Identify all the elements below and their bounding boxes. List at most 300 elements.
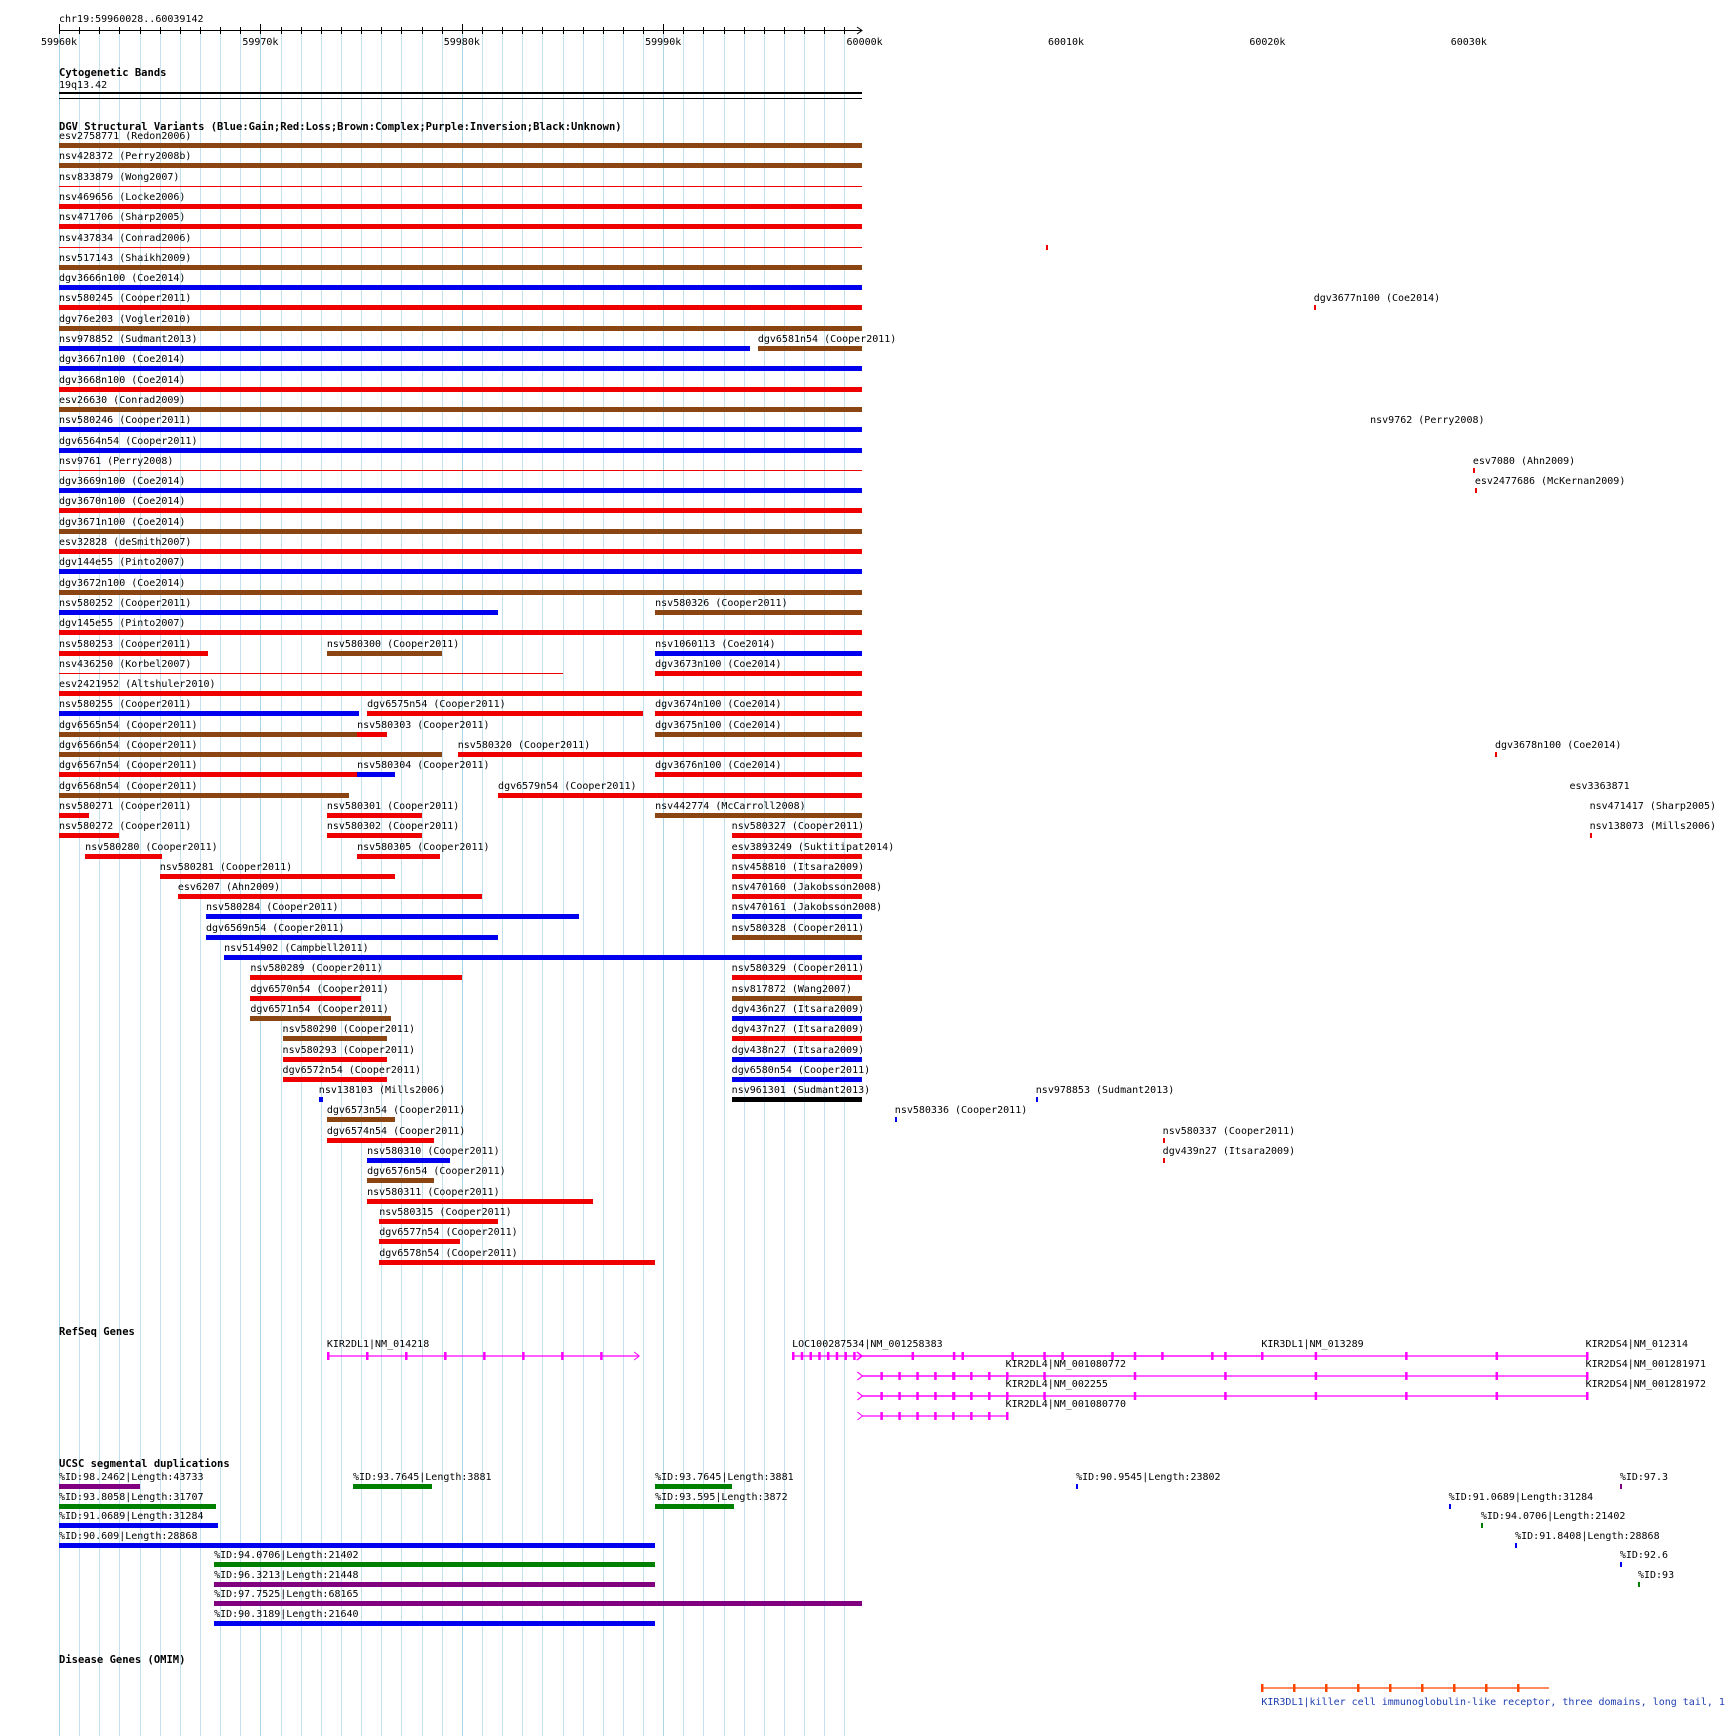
- segdup-bar[interactable]: [1515, 1543, 1517, 1548]
- variant-bar[interactable]: [59, 529, 862, 534]
- variant-bar[interactable]: [732, 914, 862, 919]
- variant-label: dgv6568n54 (Cooper2011): [59, 780, 198, 792]
- gene-label: KIR2DS4|NM_001281972: [1585, 1379, 1707, 1390]
- variant-bar[interactable]: [59, 610, 498, 615]
- exon: [1224, 1372, 1227, 1380]
- segdup-label: %ID:94.0706|Length:21402: [1480, 1511, 1626, 1522]
- segdup-label: %ID:92.6: [1619, 1550, 1669, 1561]
- variant-label: esv7080 (Ahn2009): [1472, 455, 1576, 467]
- refseq-track-title[interactable]: RefSeq Genes: [59, 1326, 135, 1338]
- gene-model[interactable]: [1006, 1410, 1010, 1422]
- variant-bar[interactable]: [655, 651, 862, 656]
- exon: [1224, 1392, 1227, 1400]
- variant-bar[interactable]: [1495, 752, 1497, 757]
- variant-bar[interactable]: [367, 1178, 433, 1183]
- variant-bar[interactable]: [655, 671, 862, 676]
- variant-label: nsv580315 (Cooper2011): [379, 1206, 512, 1218]
- variant-label: nsv470161 (Jakobsson2008): [731, 902, 883, 914]
- variant-bar[interactable]: [732, 1097, 862, 1102]
- variant-bar[interactable]: [59, 813, 89, 818]
- variant-bar[interactable]: [1475, 488, 1477, 493]
- variant-bar[interactable]: [327, 833, 422, 838]
- variant-bar[interactable]: [732, 1057, 862, 1062]
- variant-label: nsv978853 (Sudmant2013): [1035, 1085, 1175, 1097]
- variant-bar[interactable]: [59, 833, 119, 838]
- variant-bar[interactable]: [250, 1016, 391, 1021]
- exon: [1453, 1684, 1456, 1692]
- gene-label: KIR2DL1|NM_014218: [326, 1339, 430, 1350]
- variant-label: nsv580245 (Cooper2011): [59, 293, 192, 305]
- variant-bar[interactable]: [732, 935, 862, 940]
- exon: [1389, 1684, 1392, 1692]
- variant-bar[interactable]: [59, 366, 862, 371]
- variant-bar[interactable]: [59, 508, 862, 513]
- omim-track-title[interactable]: Disease Genes (OMIM): [59, 1654, 186, 1666]
- exon: [561, 1352, 564, 1360]
- variant-label: nsv580336 (Cooper2011): [894, 1105, 1028, 1117]
- gene-label: KIR2DS4|NM_001281971: [1585, 1359, 1707, 1370]
- variant-bar[interactable]: [327, 813, 422, 818]
- variant-bar[interactable]: [655, 732, 862, 737]
- segdup-bar[interactable]: [1481, 1523, 1483, 1528]
- segdup-bar[interactable]: [214, 1562, 655, 1567]
- variant-label: dgv6580n54 (Cooper2011): [731, 1064, 871, 1076]
- variant-bar[interactable]: [367, 711, 643, 716]
- omim-gene-model[interactable]: [1261, 1682, 1551, 1694]
- variant-label: esv2477686 (McKernan2009): [1474, 476, 1626, 488]
- variant-label: nsv470160 (Jakobsson2008): [731, 882, 883, 894]
- variant-label: dgv6581n54 (Cooper2011): [757, 334, 897, 345]
- variant-label: dgv3674n100 (Coe2014): [655, 699, 782, 711]
- variant-label: nsv580305 (Cooper2011): [357, 841, 490, 853]
- variant-bar[interactable]: [59, 590, 862, 595]
- variant-bar[interactable]: [327, 651, 442, 656]
- exon: [952, 1412, 955, 1420]
- variant-label: nsv138073 (Mills2006): [1589, 821, 1717, 833]
- variant-bar[interactable]: [59, 224, 862, 229]
- variant-bar[interactable]: [160, 874, 396, 879]
- variant-line[interactable]: [59, 186, 862, 187]
- variant-label: dgv3668n100 (Coe2014): [59, 374, 186, 386]
- variant-label: nsv580280 (Cooper2011): [85, 841, 218, 853]
- variant-label: nsv580311 (Cooper2011): [367, 1186, 500, 1198]
- variant-label: nsv471417 (Sharp2005): [1589, 800, 1717, 812]
- segdup-label: %ID:90.3189|Length:21640: [214, 1608, 359, 1620]
- exon: [1293, 1684, 1296, 1692]
- variant-label: dgv436n27 (Itsara2009): [731, 1003, 865, 1015]
- variant-bar[interactable]: [732, 1036, 862, 1041]
- gene-model[interactable]: [327, 1350, 641, 1362]
- variant-bar[interactable]: [655, 610, 862, 615]
- variant-bar[interactable]: [283, 1057, 388, 1062]
- exon: [818, 1352, 821, 1360]
- variant-label: dgv145e55 (Pinto2007): [59, 618, 186, 630]
- variant-bar[interactable]: [59, 752, 442, 757]
- variant-bar[interactable]: [1590, 833, 1592, 838]
- segdup-label: %ID:91.0689|Length:31284: [59, 1511, 204, 1522]
- variant-bar[interactable]: [732, 996, 862, 1001]
- segdup-bar[interactable]: [59, 1504, 216, 1509]
- variant-bar[interactable]: [732, 833, 862, 838]
- gene-label: KIR2DL4|NM_001080770: [1005, 1399, 1126, 1410]
- cyto-band-bar[interactable]: [59, 92, 862, 94]
- segdup-bar[interactable]: [59, 1523, 218, 1528]
- exon: [1495, 1352, 1498, 1360]
- exon: [1495, 1372, 1498, 1380]
- variant-bar[interactable]: [367, 1199, 593, 1204]
- variant-label: nsv517143 (Shaikh2009): [59, 252, 192, 264]
- variant-bar[interactable]: [59, 387, 862, 392]
- variant-line[interactable]: [59, 673, 563, 674]
- variant-label: esv32828 (deSmith2007): [59, 537, 192, 548]
- variant-bar[interactable]: [895, 1117, 897, 1122]
- variant-label: nsv580289 (Cooper2011): [250, 963, 383, 975]
- exon: [444, 1352, 447, 1360]
- variant-bar[interactable]: [732, 874, 862, 879]
- segdup-label: %ID:93.8058|Length:31707: [59, 1491, 204, 1503]
- segdup-label: %ID:93.7645|Length:3881: [353, 1472, 492, 1483]
- gene-label: LOC100287534|NM_001258383: [792, 1339, 943, 1350]
- segdup-bar[interactable]: [214, 1621, 655, 1626]
- exon: [952, 1352, 955, 1360]
- variant-line[interactable]: [59, 470, 862, 471]
- segdup-label: %ID:97.3: [1619, 1472, 1669, 1483]
- dgv-track-title[interactable]: DGV Structural Variants (Blue:Gain;Red:Loss;Brown:Complex;Purple:Inversion;Black:Unknown): [59, 121, 622, 133]
- variant-label: dgv6571n54 (Cooper2011): [250, 1003, 389, 1015]
- variant-bar[interactable]: [1163, 1138, 1165, 1143]
- segdup-bar[interactable]: [214, 1582, 655, 1587]
- variant-label: nsv469656 (Locke2006): [59, 191, 186, 203]
- variant-bar[interactable]: [732, 894, 862, 899]
- ruler-tick-label: 60020k: [1249, 37, 1286, 48]
- variant-label: nsv580271 (Cooper2011): [59, 800, 192, 812]
- variant-bar[interactable]: [1036, 1097, 1038, 1102]
- variant-bar[interactable]: [1046, 245, 1048, 250]
- variant-label: dgv438n27 (Itsara2009): [731, 1044, 865, 1056]
- variant-bar[interactable]: [178, 894, 482, 899]
- exon: [853, 1352, 856, 1360]
- gene-label: KIR2DS4|NM_012314: [1585, 1339, 1688, 1350]
- variant-label: dgv144e55 (Pinto2007): [59, 557, 186, 569]
- variant-bar[interactable]: [250, 996, 361, 1001]
- segdup-bar[interactable]: [1449, 1504, 1451, 1509]
- segdup-label: %ID:98.2462|Length:43733: [59, 1472, 204, 1483]
- locus-label: chr19:59960028..60039142: [59, 14, 204, 25]
- variant-label: nsv580304 (Cooper2011): [357, 760, 490, 772]
- variant-label: dgv3670n100 (Coe2014): [59, 496, 186, 508]
- omim-gene-label: KIR3DL1|killer cell immunoglobulin-like receptor, three domains, long tail, 1: [1261, 1697, 1725, 1708]
- exon: [483, 1352, 486, 1360]
- cyto-track-title[interactable]: Cytogenetic Bands: [59, 67, 167, 79]
- variant-bar[interactable]: [732, 1016, 862, 1021]
- variant-bar[interactable]: [655, 711, 862, 716]
- segdup-bar[interactable]: [214, 1601, 862, 1606]
- exon: [405, 1352, 408, 1360]
- exon: [952, 1392, 955, 1400]
- variant-label: esv3363871: [1569, 780, 1630, 792]
- exon: [827, 1352, 830, 1360]
- variant-label: dgv6570n54 (Cooper2011): [250, 983, 389, 995]
- variant-bar[interactable]: [327, 1117, 395, 1122]
- variant-bar[interactable]: [319, 1097, 323, 1102]
- variant-label: nsv580310 (Cooper2011): [367, 1146, 500, 1157]
- exon: [970, 1412, 973, 1420]
- variant-label: dgv3671n100 (Coe2014): [59, 516, 186, 528]
- exon: [988, 1412, 991, 1420]
- variant-label: nsv580301 (Cooper2011): [326, 800, 460, 812]
- segdup-bar[interactable]: [655, 1504, 734, 1509]
- variant-label: nsv428372 (Perry2008b): [59, 151, 192, 163]
- segdup-label: %ID:91.0689|Length:31284: [1448, 1491, 1594, 1503]
- exon: [898, 1412, 901, 1420]
- exon: [1314, 1392, 1317, 1400]
- exon: [1261, 1684, 1264, 1692]
- variant-label: nsv580320 (Cooper2011): [457, 740, 591, 751]
- ruler-tick-label: 59960k: [40, 37, 78, 48]
- variant-label: nsv580337 (Cooper2011): [1162, 1125, 1296, 1137]
- exon: [1133, 1352, 1136, 1360]
- variant-bar[interactable]: [379, 1260, 655, 1265]
- variant-label: nsv580303 (Cooper2011): [357, 719, 490, 731]
- variant-label: dgv3669n100 (Coe2014): [59, 476, 186, 488]
- variant-bar[interactable]: [367, 1158, 450, 1163]
- variant-label: esv2421952 (Altshuler2010): [59, 679, 216, 691]
- segdup-label: %ID:96.3213|Length:21448: [214, 1569, 359, 1581]
- segdup-bar[interactable]: [1620, 1484, 1622, 1489]
- variant-label: dgv3677n100 (Coe2014): [1313, 293, 1441, 305]
- variant-bar[interactable]: [59, 711, 359, 716]
- exon: [836, 1352, 839, 1360]
- variant-bar[interactable]: [283, 1077, 388, 1082]
- exon: [1133, 1372, 1136, 1380]
- gene-label: KIR3DL1|NM_013289: [1261, 1339, 1364, 1350]
- variant-label: nsv514902 (Campbell2011): [224, 943, 369, 954]
- variant-label: nsv9761 (Perry2008): [59, 455, 174, 467]
- variant-label: dgv3673n100 (Coe2014): [655, 658, 782, 670]
- segdup-label: %ID:90.609|Length:28868: [59, 1530, 198, 1542]
- variant-label: nsv580284 (Cooper2011): [206, 902, 339, 914]
- variant-bar[interactable]: [732, 854, 862, 859]
- variant-bar[interactable]: [59, 793, 349, 798]
- variant-bar[interactable]: [59, 549, 862, 554]
- variant-label: nsv580326 (Cooper2011): [655, 597, 788, 609]
- variant-label: nsv580290 (Cooper2011): [282, 1024, 415, 1036]
- exon: [1405, 1352, 1408, 1360]
- variant-label: dgv3675n100 (Coe2014): [655, 719, 782, 731]
- exon: [327, 1352, 330, 1360]
- variant-label: nsv580272 (Cooper2011): [59, 821, 192, 833]
- segdup-label: %ID:93.595|Length:3872: [655, 1491, 788, 1503]
- exon: [1224, 1352, 1227, 1360]
- variant-bar[interactable]: [59, 488, 862, 493]
- variant-label: nsv961301 (Sudmant2013): [731, 1085, 871, 1097]
- variant-bar[interactable]: [655, 772, 862, 777]
- variant-bar[interactable]: [458, 752, 862, 757]
- variant-bar[interactable]: [59, 346, 750, 351]
- variant-bar[interactable]: [59, 732, 357, 737]
- segdup-bar[interactable]: [1076, 1484, 1078, 1489]
- segdup-bar[interactable]: [59, 1484, 140, 1489]
- variant-bar[interactable]: [498, 793, 862, 798]
- variant-label: esv6207 (Ahn2009): [177, 882, 281, 894]
- exon: [845, 1352, 848, 1360]
- variant-label: nsv580246 (Cooper2011): [59, 415, 192, 427]
- variant-bar[interactable]: [59, 143, 862, 148]
- exon: [1006, 1412, 1009, 1420]
- exon: [522, 1352, 525, 1360]
- variant-label: nsv436250 (Korbel2007): [59, 658, 192, 670]
- ruler-tick-label: 60030k: [1450, 37, 1487, 48]
- variant-label: dgv76e203 (Vogler2010): [59, 313, 192, 325]
- variant-bar[interactable]: [655, 813, 862, 818]
- variant-label: nsv437834 (Conrad2006): [59, 232, 192, 244]
- segdup-bar[interactable]: [1620, 1562, 1622, 1567]
- variant-label: dgv6565n54 (Cooper2011): [59, 719, 198, 731]
- variant-bar[interactable]: [59, 427, 862, 432]
- variant-bar[interactable]: [357, 732, 387, 737]
- variant-bar[interactable]: [59, 305, 862, 310]
- variant-bar[interactable]: [59, 265, 862, 270]
- variant-label: nsv580300 (Cooper2011): [326, 638, 460, 650]
- variant-label: nsv580327 (Cooper2011): [731, 821, 865, 833]
- variant-bar[interactable]: [85, 854, 162, 859]
- variant-bar[interactable]: [206, 914, 579, 919]
- exon: [1485, 1684, 1488, 1692]
- exon: [1314, 1352, 1317, 1360]
- variant-label: nsv442774 (McCarroll2008): [655, 800, 806, 812]
- variant-bar[interactable]: [1163, 1158, 1165, 1163]
- segdup-bar[interactable]: [353, 1484, 432, 1489]
- variant-bar[interactable]: [59, 691, 862, 696]
- exon: [1421, 1684, 1424, 1692]
- exon: [810, 1352, 813, 1360]
- variant-label: nsv458810 (Itsara2009): [731, 861, 865, 873]
- cyto-band-label: 19q13.42: [59, 80, 108, 91]
- exon: [1325, 1684, 1328, 1692]
- variant-label: dgv3676n100 (Coe2014): [655, 760, 782, 772]
- exon: [1517, 1684, 1520, 1692]
- variant-bar[interactable]: [357, 772, 395, 777]
- variant-label: nsv580302 (Cooper2011): [326, 821, 460, 833]
- exon: [1314, 1372, 1317, 1380]
- ruler-tick-label: 59990k: [645, 37, 682, 48]
- exon: [792, 1352, 795, 1360]
- exon: [952, 1372, 955, 1380]
- variant-bar[interactable]: [59, 407, 862, 412]
- variant-label: dgv6569n54 (Cooper2011): [206, 922, 345, 934]
- exon: [1133, 1392, 1136, 1400]
- variant-label: esv3893249 (Suktitipat2014): [731, 841, 895, 853]
- variant-bar[interactable]: [1314, 305, 1316, 310]
- variant-bar[interactable]: [379, 1219, 498, 1224]
- exon: [366, 1352, 369, 1360]
- variant-bar[interactable]: [732, 1077, 862, 1082]
- variant-label: dgv6574n54 (Cooper2011): [326, 1125, 466, 1137]
- variant-bar[interactable]: [327, 1138, 434, 1143]
- variant-label: dgv439n27 (Itsara2009): [1162, 1146, 1296, 1157]
- variant-bar[interactable]: [357, 854, 440, 859]
- variant-label: dgv6579n54 (Cooper2011): [498, 780, 637, 792]
- variant-label: dgv6578n54 (Cooper2011): [379, 1247, 518, 1259]
- variant-label: dgv6575n54 (Cooper2011): [367, 699, 506, 711]
- ruler-tick-label: 59970k: [242, 37, 279, 48]
- segdup-label: %ID:90.9545|Length:23802: [1076, 1472, 1221, 1483]
- variant-label: dgv3666n100 (Coe2014): [59, 273, 186, 285]
- segdup-label: %ID:94.0706|Length:21402: [214, 1550, 359, 1561]
- exon: [801, 1352, 804, 1360]
- variant-label: dgv6576n54 (Cooper2011): [367, 1166, 506, 1178]
- variant-bar[interactable]: [732, 975, 862, 980]
- exon: [1495, 1392, 1498, 1400]
- variant-label: esv26630 (Conrad2009): [59, 394, 186, 406]
- variant-label: dgv6577n54 (Cooper2011): [379, 1227, 518, 1239]
- variant-bar[interactable]: [59, 204, 862, 209]
- exon: [934, 1412, 937, 1420]
- variant-bar[interactable]: [1473, 468, 1475, 473]
- variant-label: nsv978852 (Sudmant2013): [59, 334, 198, 345]
- ruler-tick-label: 59980k: [443, 37, 480, 48]
- exon: [880, 1412, 883, 1420]
- variant-label: nsv817872 (Wang2007): [731, 983, 853, 995]
- variant-label: nsv580281 (Cooper2011): [159, 861, 293, 873]
- variant-label: nsv471706 (Sharp2005): [59, 212, 186, 224]
- segdup-label: %ID:93: [1637, 1569, 1675, 1581]
- variant-label: nsv580328 (Cooper2011): [731, 922, 865, 934]
- exon: [1357, 1684, 1360, 1692]
- segdup-track-title[interactable]: UCSC segmental duplications: [59, 1458, 230, 1470]
- variant-bar[interactable]: [59, 569, 862, 574]
- variant-bar[interactable]: [224, 955, 862, 960]
- variant-bar[interactable]: [59, 448, 862, 453]
- gene-label: KIR2DL4|NM_002255: [1005, 1379, 1108, 1390]
- segdup-bar[interactable]: [1638, 1582, 1640, 1587]
- variant-label: dgv6564n54 (Cooper2011): [59, 435, 198, 447]
- variant-bar[interactable]: [758, 346, 862, 351]
- variant-bar[interactable]: [59, 163, 862, 168]
- variant-label: nsv580329 (Cooper2011): [731, 963, 865, 975]
- ruler[interactable]: [0, 0, 1487, 50]
- variant-label: nsv580252 (Cooper2011): [59, 597, 192, 609]
- variant-label: nsv580253 (Cooper2011): [59, 638, 192, 650]
- variant-bar[interactable]: [206, 935, 498, 940]
- variant-bar[interactable]: [59, 651, 208, 656]
- segdup-bar[interactable]: [59, 1543, 655, 1548]
- segdup-label: %ID:97.7525|Length:68165: [214, 1589, 359, 1600]
- variant-label: dgv3672n100 (Coe2014): [59, 577, 186, 589]
- variant-bar[interactable]: [59, 630, 862, 635]
- exon: [1586, 1392, 1589, 1400]
- variant-bar[interactable]: [250, 975, 461, 980]
- variant-bar[interactable]: [59, 285, 862, 290]
- gene-model[interactable]: [1586, 1390, 1590, 1402]
- variant-label: dgv6572n54 (Cooper2011): [282, 1064, 422, 1076]
- variant-label: nsv9762 (Perry2008): [1370, 415, 1485, 427]
- exon: [1405, 1392, 1408, 1400]
- variant-bar[interactable]: [59, 772, 357, 777]
- variant-label: dgv6566n54 (Cooper2011): [59, 740, 198, 751]
- variant-bar[interactable]: [283, 1036, 388, 1041]
- variant-bar[interactable]: [379, 1239, 460, 1244]
- variant-bar[interactable]: [59, 326, 862, 331]
- variant-label: nsv580293 (Cooper2011): [282, 1044, 415, 1056]
- variant-label: nsv138103 (Mills2006): [318, 1085, 446, 1097]
- segdup-bar[interactable]: [655, 1484, 732, 1489]
- variant-label: dgv3667n100 (Coe2014): [59, 354, 186, 366]
- segdup-label: %ID:93.7645|Length:3881: [655, 1472, 794, 1483]
- gene-model[interactable]: [792, 1350, 864, 1362]
- ruler-tick-label: 60000k: [846, 37, 883, 48]
- variant-line[interactable]: [59, 247, 862, 248]
